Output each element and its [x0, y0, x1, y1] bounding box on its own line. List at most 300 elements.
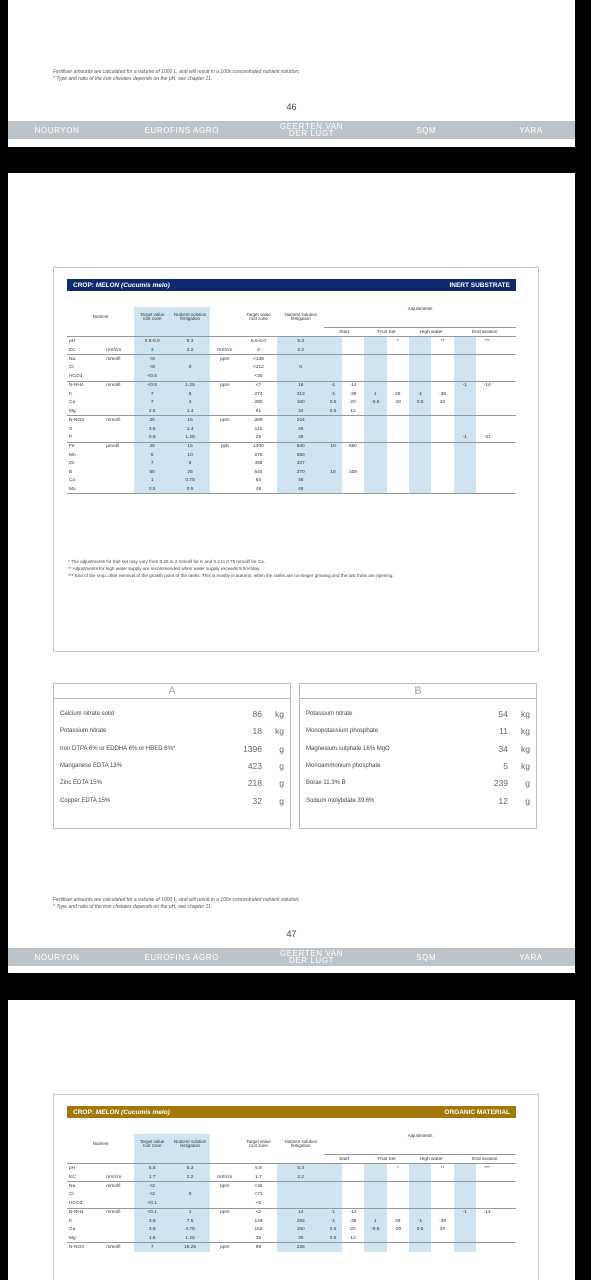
table-cell — [454, 1234, 476, 1243]
table-cell: 16.25 — [170, 1243, 210, 1252]
table-cell: -14 — [476, 381, 498, 390]
table-row — [67, 442, 516, 451]
table-cell — [387, 1208, 409, 1217]
table-cell — [364, 355, 386, 364]
table-cell: <7 — [240, 381, 277, 390]
table-cell — [342, 485, 364, 494]
table-cell: mmol/l — [104, 381, 134, 390]
table-cell — [342, 1182, 364, 1191]
table-cell — [104, 485, 134, 494]
table-cell — [104, 364, 134, 372]
table-row — [67, 390, 516, 398]
fertiliser-name: Borax 11.3% B — [306, 780, 346, 787]
table-cell — [498, 355, 516, 364]
crop-header — [67, 279, 516, 291]
table-cell: 45 — [277, 425, 324, 433]
table-cell: 7 — [134, 390, 170, 398]
table-cell: 3.8 — [134, 1226, 170, 1234]
table-cell — [387, 1191, 409, 1199]
header-blank — [104, 328, 134, 337]
table-cell — [454, 476, 476, 484]
table-cell — [210, 485, 240, 494]
table-cell — [104, 1217, 134, 1225]
table-cell — [498, 1243, 516, 1252]
table-cell — [476, 1182, 498, 1191]
table-cell: ppm — [210, 416, 240, 425]
table-cell: ppb — [210, 442, 240, 451]
table-cell — [324, 372, 341, 381]
table-cell — [498, 1182, 516, 1191]
table-cell — [324, 364, 341, 372]
table-cell: 5.3 — [277, 1164, 324, 1173]
header-target-value: Target value root zone — [246, 311, 271, 322]
header-nutrient-solution: Nutrient solution fertigation — [284, 1138, 317, 1149]
table-cell — [409, 346, 431, 355]
table-cell — [210, 390, 240, 398]
table-cell: 10 — [170, 451, 210, 459]
table-cell: 3.5 — [134, 425, 170, 433]
header-blank — [170, 1155, 210, 1164]
table-cell: K — [69, 391, 73, 397]
fertiliser-amount: 1396 — [243, 743, 262, 754]
table-cell — [454, 1199, 476, 1208]
table-cell: mmol/l — [104, 416, 134, 425]
table-cell — [210, 1199, 240, 1208]
table-cell — [476, 468, 498, 476]
table-cell — [409, 1208, 431, 1217]
fertiliser-row — [60, 725, 284, 737]
table-cell: -39 — [349, 1218, 357, 1224]
box-title: B — [300, 684, 536, 699]
table-cell: 5.8 — [134, 1164, 170, 1173]
table-cell: 1400 — [240, 442, 277, 451]
table-cell — [454, 346, 476, 355]
table-cell: 3.8 — [134, 1217, 170, 1225]
table-cell: * — [387, 337, 409, 346]
table-cell — [409, 451, 431, 459]
table-cell — [454, 425, 476, 433]
table-cell — [476, 399, 498, 407]
table-cell — [409, 476, 431, 484]
table-cell — [409, 1173, 431, 1182]
table-cell — [498, 468, 516, 476]
table-cell: 4 — [170, 399, 210, 407]
table-cell — [476, 390, 498, 398]
table-cell: 327 — [277, 460, 324, 468]
header-adjustments: Adjustments — [407, 307, 433, 311]
table-cell — [170, 1199, 210, 1208]
fertiliser-amount: 218 — [247, 778, 262, 789]
fertiliser-name: Calcium nitrate solid — [60, 711, 115, 717]
table-cell — [387, 442, 409, 451]
header-blank — [277, 1155, 324, 1164]
table-cell — [210, 1217, 240, 1225]
table-cell: 64 — [255, 478, 262, 484]
table-cell — [170, 1182, 210, 1191]
fertiliser-unit: kg — [275, 709, 284, 719]
table-cell — [431, 346, 453, 355]
table-cell: ppm — [210, 1208, 240, 1217]
table-row — [67, 468, 516, 476]
page-47 — [8, 173, 575, 973]
table-cell: -1 — [454, 1208, 476, 1217]
table-cell: -39 — [349, 391, 357, 397]
table-cell: 0.5 — [324, 407, 341, 416]
table-row — [67, 381, 516, 390]
header-blank — [170, 328, 210, 337]
table-cell — [498, 1208, 516, 1217]
table-cell — [364, 425, 386, 433]
table-cell: <6 — [240, 1199, 277, 1208]
table-cell — [498, 390, 516, 398]
page-number: 47 — [286, 929, 297, 939]
table-cell — [210, 407, 240, 416]
table-cell: HCO3 — [67, 372, 104, 381]
fertiliser-name: Monoammonium phosphate — [306, 762, 381, 769]
fertiliser-name: Zinc EDTA 15% — [60, 780, 102, 787]
table-row — [67, 433, 516, 442]
table-cell — [104, 337, 134, 346]
table-cell: 0.5 — [134, 485, 170, 494]
table-row — [67, 1164, 516, 1173]
table-cell — [498, 442, 516, 451]
table-cell — [364, 381, 386, 390]
fertiliser-unit: g — [279, 795, 284, 806]
table-cell — [409, 364, 431, 372]
table-cell — [476, 451, 498, 459]
table-cell — [476, 442, 498, 451]
table-cell: 1 — [170, 1208, 210, 1217]
header-nutrient: Nutrient — [92, 313, 109, 319]
fertiliser-row — [60, 777, 284, 789]
table-cell — [387, 364, 409, 372]
table-cell — [476, 1173, 498, 1182]
table-cell — [342, 451, 364, 459]
table-row — [67, 372, 516, 381]
table-cell: 149 — [254, 1218, 263, 1224]
table-cell — [498, 476, 516, 484]
fertiliser-row — [306, 708, 530, 720]
table-cell — [342, 460, 364, 468]
table-cell: 25 — [240, 433, 277, 442]
table-cell — [364, 1243, 386, 1252]
table-cell — [498, 337, 516, 346]
header-nutrient: Nutrient — [92, 1140, 109, 1146]
table-cell: 2.5 — [134, 407, 170, 416]
table-cell: <138 — [240, 355, 277, 364]
table-cell — [431, 1208, 453, 1217]
header-blank — [240, 328, 277, 337]
table-cell: mS/cm — [210, 1173, 240, 1182]
table-cell — [364, 407, 386, 416]
table-cell — [476, 1234, 498, 1243]
table-cell — [387, 476, 409, 484]
table-cell: -1 — [324, 1217, 341, 1225]
table-cell: 1.4 — [170, 407, 210, 416]
table-cell — [431, 1243, 453, 1252]
table-cell: 0.75 — [170, 476, 210, 484]
table-cell — [454, 468, 476, 476]
fertiliser-name: Monopotassium phosphate — [306, 728, 379, 735]
table-cell: 34 — [277, 407, 324, 416]
table-cell — [498, 346, 516, 355]
table-cell — [387, 381, 409, 390]
table-cell — [387, 451, 409, 459]
table-cell: 1.7 — [134, 1173, 170, 1182]
table-cell: Ca — [69, 400, 76, 406]
table-cell: -39 — [438, 1218, 446, 1224]
table-cell — [210, 425, 240, 433]
table-cell — [104, 1199, 134, 1208]
table-cell — [431, 1182, 453, 1191]
table-cell: 270 — [277, 468, 324, 476]
fertiliser-unit: kg — [275, 726, 284, 737]
table-cell — [324, 451, 341, 459]
table-cell — [498, 460, 516, 468]
table-cell — [104, 1234, 134, 1243]
fertiliser-unit: kg — [521, 743, 530, 754]
table-cell — [409, 1164, 431, 1173]
fertiliser-unit: kg — [521, 760, 530, 771]
table-cell — [210, 468, 240, 476]
fertiliser-unit: g — [279, 760, 284, 771]
table-cell: 5.3 — [277, 337, 324, 346]
table-cell: Cu — [69, 478, 76, 484]
table-cell — [431, 468, 453, 476]
table-cell — [104, 407, 134, 416]
table-cell: 313 — [277, 390, 324, 398]
table-cell — [409, 381, 431, 390]
table-cell: 7 — [134, 460, 170, 468]
header-blank — [240, 1155, 277, 1164]
table-row — [67, 355, 516, 364]
table-cell — [476, 476, 498, 484]
table-cell — [170, 372, 210, 381]
table-cell — [324, 1173, 341, 1182]
header-start: Start — [324, 328, 364, 337]
table-row — [67, 1234, 516, 1243]
table-cell — [342, 1164, 364, 1173]
fertiliser-unit: g — [279, 778, 284, 789]
table-cell — [324, 416, 341, 425]
table-cell: 2.2 — [277, 1173, 324, 1182]
table-cell: 5.5-6.0 — [240, 337, 277, 346]
fertiliser-row — [306, 743, 530, 755]
table-cell: 5.5-6.0 — [134, 337, 170, 346]
table-cell: 0.8 — [134, 433, 170, 442]
fertiliser-unit: g — [525, 778, 530, 789]
table-cell: EC — [67, 346, 104, 355]
table-cell: ppm — [210, 381, 240, 390]
table-cell: -31 — [476, 433, 498, 442]
table-cell — [342, 425, 364, 433]
table-cell — [431, 460, 453, 468]
fertiliser-name: Copper EDTA 15% — [60, 797, 111, 804]
table-cell — [104, 433, 134, 442]
table-cell: -0.5 — [364, 399, 386, 407]
table-cell: mmol/l — [104, 1243, 134, 1252]
table-cell — [454, 460, 476, 468]
table-cell: 10 — [324, 468, 341, 476]
table-cell — [454, 1226, 476, 1234]
table-cell: 112 — [254, 426, 263, 432]
table-cell — [364, 468, 386, 476]
table-row — [67, 451, 516, 459]
table-row — [67, 485, 516, 494]
table-row — [67, 1182, 516, 1191]
crop-title: CROP: MELON (Cucumis melo) — [73, 281, 170, 289]
table-cell — [210, 399, 240, 407]
table-cell: <71 — [254, 1192, 263, 1198]
fertiliser-row — [306, 760, 530, 772]
table-cell — [454, 1182, 476, 1191]
table-cell — [104, 460, 134, 468]
table-cell: 39 — [395, 391, 401, 397]
table-cell — [342, 416, 364, 425]
table-cell — [498, 381, 516, 390]
page-46 — [8, 0, 575, 147]
fertiliser-amount: 54 — [498, 709, 508, 719]
table-cell — [498, 425, 516, 433]
table-cell — [104, 372, 134, 381]
table-cell — [387, 355, 409, 364]
table-cell: 7.5 — [170, 1217, 210, 1225]
table-cell: 7 — [134, 399, 170, 407]
fertiliser-row — [306, 795, 530, 807]
table-cell: 48 — [277, 485, 324, 494]
table-cell — [454, 1173, 476, 1182]
page-number: 46 — [286, 102, 297, 112]
table-cell: 1.7 — [240, 1173, 277, 1182]
fertiliser-unit: g — [525, 795, 530, 806]
table-cell: 7 — [134, 1243, 170, 1252]
table-cell: Mg — [67, 1234, 104, 1243]
note-line: Fertiliser amounts are calculated for a volume of 1000 L, and will result in a 100x concentrated nutrient solution. — [53, 897, 300, 903]
table-cell: 4.75 — [170, 1226, 210, 1234]
table-cell: -0.5 — [364, 1226, 386, 1234]
fertiliser-name: Magnesium sulphate 16% MgO — [306, 745, 390, 752]
fertiliser-name: Potassium nitrate — [60, 728, 107, 735]
table-cell — [342, 1173, 364, 1182]
table-cell — [431, 364, 453, 372]
table-row — [67, 1173, 516, 1182]
table-cell: Cl — [69, 1192, 74, 1198]
table-cell — [104, 1191, 134, 1199]
table-cell: <46 — [240, 1182, 277, 1191]
table-cell: 0.5 — [324, 1226, 341, 1234]
table-cell: <2 — [134, 1191, 170, 1199]
table-cell — [454, 372, 476, 381]
table-cell — [431, 425, 453, 433]
table-cell — [498, 1191, 516, 1199]
table-cell: 2.2 — [170, 1173, 210, 1182]
table-cell: 20 — [350, 1227, 356, 1233]
table-cell: 18 — [277, 381, 324, 390]
table-cell — [476, 364, 498, 372]
table-cell — [409, 372, 431, 381]
table-cell — [324, 425, 341, 433]
table-cell — [387, 460, 409, 468]
table-cell — [342, 355, 364, 364]
table-cell — [476, 416, 498, 425]
table-cell: mS/cm — [104, 346, 134, 355]
table-cell: 0.5 — [409, 1226, 431, 1234]
table-cell — [387, 1182, 409, 1191]
table-cell — [409, 460, 431, 468]
table-row — [67, 1191, 516, 1199]
table-cell — [364, 1164, 386, 1173]
table-cell — [476, 485, 498, 494]
table-cell — [342, 337, 364, 346]
table-cell — [364, 372, 386, 381]
crop-name: MELON (Cucumis melo) — [95, 281, 170, 289]
fertiliser-amount: 11 — [499, 726, 508, 737]
table-cell — [476, 372, 498, 381]
table-cell — [431, 1173, 453, 1182]
table-cell: mmol/l — [104, 1208, 134, 1217]
table-cell — [364, 433, 386, 442]
table-cell — [431, 451, 453, 459]
table-cell — [104, 425, 134, 433]
table-cell: 190 — [277, 1226, 324, 1234]
header-fruit-set: Fruit Set — [364, 1155, 409, 1164]
table-cell — [364, 346, 386, 355]
fertiliser-name: Potassium nitrate — [306, 711, 353, 717]
box-title: A — [54, 684, 290, 699]
fertiliser-amount: 5 — [503, 760, 508, 771]
table-cell: N-NH4 — [67, 1208, 104, 1217]
table-cell — [364, 460, 386, 468]
table-cell: Fe — [67, 442, 104, 451]
table-cell: <0.5 — [134, 381, 170, 390]
table-cell: 48 — [277, 476, 324, 484]
table-cell — [498, 485, 516, 494]
crop-name: MELON (Cucumis melo) — [95, 1108, 170, 1116]
table-cell: 280 — [254, 400, 263, 406]
sponsor-sqm: SQM — [416, 125, 437, 135]
table-cell — [387, 468, 409, 476]
table-cell: Cl — [69, 365, 74, 371]
table-cell: -1 — [324, 1208, 341, 1217]
table-cell: 1 — [134, 476, 170, 484]
table-cell — [342, 433, 364, 442]
sponsor-sqm: SQM — [416, 952, 437, 962]
table-cell: 293 — [277, 1217, 324, 1225]
table-cell — [342, 476, 364, 484]
table-cell: 0.5 — [170, 485, 210, 494]
page-48 — [8, 1000, 575, 1280]
table-cell — [104, 451, 134, 459]
table-cell — [454, 416, 476, 425]
table-cell: Na — [67, 355, 104, 364]
table-cell — [498, 399, 516, 407]
table-cell — [324, 485, 341, 494]
table-cell: -1 — [454, 381, 476, 390]
table-cell: 108 — [348, 469, 357, 475]
table-cell — [476, 1217, 498, 1225]
table-cell — [387, 346, 409, 355]
table-cell — [409, 1199, 431, 1208]
table-cell — [409, 485, 431, 494]
sponsor-band — [8, 121, 575, 139]
table-cell: 1.5 — [134, 1234, 170, 1243]
table-cell: EC — [67, 1173, 104, 1182]
header-adjustments: Adjustments — [407, 1134, 433, 1138]
sponsor-band — [8, 948, 575, 966]
table-cell: 48 — [240, 485, 277, 494]
fertiliser-note — [53, 69, 533, 82]
fertiliser-amount: 12 — [498, 795, 508, 806]
